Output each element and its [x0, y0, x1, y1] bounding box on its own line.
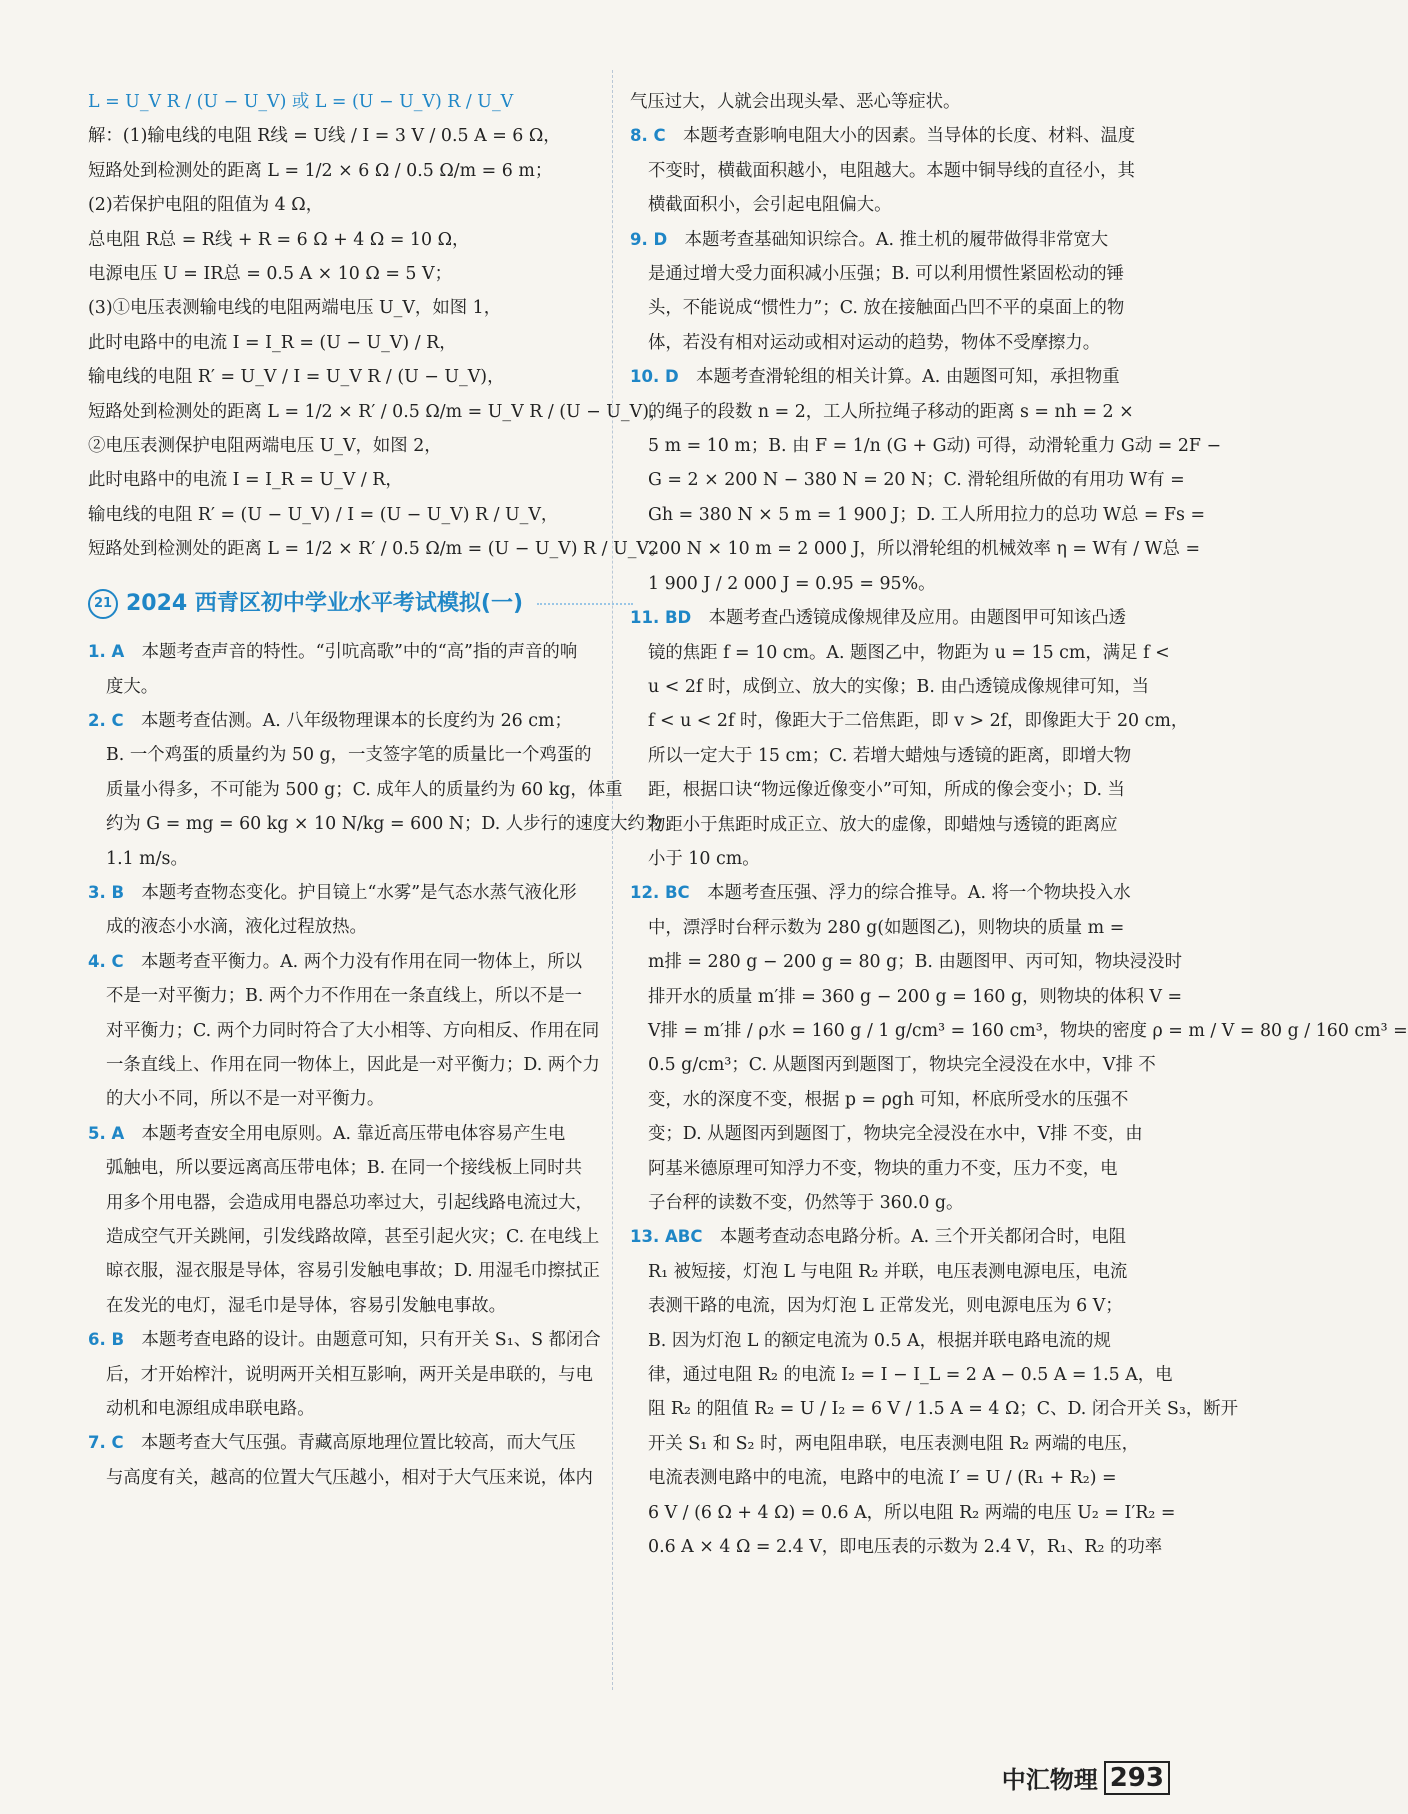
answer-text: 弧触电，所以要远离高压带电体；B. 在同一个接线板上同时共	[106, 1158, 582, 1179]
answer-text: 1 900 J / 2 000 J = 0.95 = 95%。	[648, 573, 936, 594]
answer-text: 小于 10 cm。	[648, 848, 760, 869]
answer-text: G = 2 × 200 N − 380 N = 20 N；C. 滑轮组所做的有用功 W有 =	[648, 470, 1185, 491]
answer-text: 不变时，横截面积越小，电阻越大。本题中铜导线的直径小，其	[648, 160, 1135, 181]
answer-text: 电流表测电路中的电流，电路中的电流 I′ = U / (R₁ + R₂) =	[648, 1468, 1117, 1489]
answer-number: 13. ABC	[630, 1227, 703, 1247]
answer-number: 8. C	[630, 126, 666, 146]
answer-text: f < u < 2f 时，像距大于二倍焦距，即 v > 2f，即像距大于 20 cm，	[648, 711, 1189, 732]
answer-text: 镜的焦距 f = 10 cm。A. 题图乙中，物距为 u = 15 cm，满足 f <	[648, 642, 1170, 663]
answer-item	[630, 119, 1175, 222]
answer-text: 本题考查电路的设计。由题意可知，只有开关 S₁、S 都闭合	[141, 1330, 601, 1351]
answer-text: 变；D. 从题图丙到题图丁，物块完全浸没在水中，V排 不变，由	[648, 1124, 1143, 1145]
right-column	[630, 85, 1408, 1564]
answer-text: 本题考查声音的特性。“引吭高歌”中的“高”指的声音的响	[141, 642, 578, 663]
answer-text: 开关 S₁ 和 S₂ 时，两电阻串联，电压表测电阻 R₂ 两端的电压，	[648, 1433, 1139, 1454]
answer-text: 本题考查基础知识综合。A. 推土机的履带做得非常宽大	[684, 229, 1109, 250]
answer-number: 11. BD	[630, 608, 692, 628]
answer-text: 动机和电源组成串联电路。	[106, 1399, 315, 1420]
answer-text: 成的液态小水滴，液化过程放热。	[106, 917, 367, 938]
answer-text: 本题考查滑轮组的相关计算。A. 由题图可知，承担物重	[696, 367, 1120, 388]
answer-item	[630, 1220, 1239, 1564]
answer-text: 律，通过电阻 R₂ 的电流 I₂ = I − I_L = 2 A − 0.5 A = 1.5 A，电	[648, 1365, 1173, 1386]
answer-text: 中，漂浮时台秤示数为 280 g(如题图乙)，则物块的质量 m =	[648, 917, 1125, 938]
answer-text: 距，根据口诀“物远像近像变小”可知，所成的像会变小；D. 当	[648, 780, 1125, 801]
solution-line: 短路处到检测处的距离 L = 1/2 × R′ / 0.5 Ω/m = U_V R / (U − U_V)，	[88, 401, 667, 422]
answer-item	[88, 1426, 633, 1495]
answer-text: R₁ 被短接，灯泡 L 与电阻 R₂ 并联，电压表测电源电压，电流	[648, 1261, 1128, 1282]
solution-line: 短路处到检测处的距离 L = 1/2 × 6 Ω / 0.5 Ω/m = 6 m；	[88, 160, 553, 181]
answer-text: 阿基米德原理可知浮力不变，物块的重力不变，压力不变，电	[648, 1158, 1118, 1179]
answer-text: Gh = 380 N × 5 m = 1 900 J；D. 工人所用拉力的总功 W总 = Fs =	[648, 504, 1206, 525]
answer-text: 晾衣服，湿衣服是导体，容易引发触电事故；D. 用湿毛巾擦拭正	[106, 1261, 600, 1282]
answer-text: 体，若没有相对运动或相对运动的趋势，物体不受摩擦力。	[648, 332, 1101, 353]
solution-line: 输电线的电阻 R′ = (U − U_V) / I = (U − U_V) R / U_V，	[88, 504, 559, 525]
answer-text: 本题考查影响电阻大小的因素。当导体的长度、材料、温度	[683, 126, 1136, 147]
answer-item	[88, 1323, 633, 1426]
answer-text: 的绳子的段数 n = 2，工人所拉绳子移动的距离 s = nh = 2 ×	[648, 401, 1134, 422]
answer-text: 用多个用电器，会造成用电器总功率过大，引起线路电流过大，	[106, 1192, 593, 1213]
solution-line: 短路处到检测处的距离 L = 1/2 × R′ / 0.5 Ω/m = (U − U_V) R / U_V。	[88, 539, 667, 560]
answer-item	[88, 945, 633, 1117]
answer-number: 2. C	[88, 710, 124, 730]
answer-text: 子台秤的读数不变，仍然等于 360.0 g。	[648, 1193, 964, 1213]
footer-label: 中汇物理	[1001, 1766, 1098, 1794]
solution-line: (3)①电压表测输电线的电阻两端电压 U_V，如图 1，	[88, 298, 502, 319]
section-number-badge: 21	[88, 589, 118, 619]
answer-text: 本题考查压强、浮力的综合推导。A. 将一个物块投入水	[707, 883, 1131, 904]
answer-text: 0.6 A × 4 Ω = 2.4 V，即电压表的示数为 2.4 V，R₁、R₂ 的功率	[648, 1537, 1163, 1558]
answer-text: 的大小不同，所以不是一对平衡力。	[106, 1089, 385, 1110]
solution-line: ②电压表测保护电阻两端电压 U_V，如图 2，	[88, 436, 442, 457]
answer-item	[88, 876, 633, 945]
answer-number: 6. B	[88, 1330, 125, 1350]
answer-text: B. 一个鸡蛋的质量约为 50 g，一支签字笔的质量比一个鸡蛋的	[106, 745, 592, 766]
answer-text: 本题考查凸透镜成像规律及应用。由题图甲可知该凸透	[708, 608, 1127, 629]
answer-text: 阻 R₂ 的阻值 R₂ = U / I₂ = 6 V / 1.5 A = 4 Ω；C、D. 闭合开关 S₃，断开	[648, 1399, 1239, 1420]
page-number: 293	[1104, 1761, 1170, 1795]
answer-text: 度大。	[106, 676, 159, 697]
solution-line: 电源电压 U = IR总 = 0.5 A × 10 Ω = 5 V；	[88, 264, 452, 285]
answer-text: 200 N × 10 m = 2 000 J，所以滑轮组的机械效率 η = W有 / W总 =	[648, 539, 1201, 560]
answer-text: 头，不能说成“惯性力”；C. 放在接触面凸凹不平的桌面上的物	[648, 298, 1125, 319]
answer-text: 表测干路的电流，因为灯泡 L 正常发光，则电源电压为 6 V；	[648, 1296, 1123, 1317]
answer-text: m排 = 280 g − 200 g = 80 g；B. 由题图甲、丙可知，物块浸没时	[648, 952, 1182, 973]
answer-text: B. 因为灯泡 L 的额定电流为 0.5 A，根据并联电路电流的规	[648, 1330, 1111, 1351]
answer-text: V排 = m′排 / ρ水 = 160 g / 1 g/cm³ = 160 cm³，物块的密度 ρ = m / V = 80 g / 160 cm³ =	[648, 1020, 1408, 1041]
answer-text: 对平衡力；C. 两个力同时符合了大小相等、方向相反、作用在同	[106, 1020, 600, 1041]
answer-text: 后，才开始榨汁，说明两开关相互影响，两开关是串联的，与电	[106, 1364, 593, 1385]
answer-number: 1. A	[88, 642, 125, 662]
answer-list-right	[630, 85, 1408, 1564]
formula-top: L = U_V R / (U − U_V) 或 L = (U − U_V) R / U_V	[88, 92, 514, 112]
answer-text: 0.5 g/cm³；C. 从题图丙到题图丁，物块完全浸没在水中，V排 不	[648, 1055, 1156, 1076]
solution-line: (2)若保护电阻的阻值为 4 Ω，	[88, 195, 324, 216]
answer-text: 是通过增大受力面积减小压强；B. 可以利用惯性紧固松动的锤	[648, 264, 1124, 285]
answer-item	[630, 223, 1175, 361]
answer-text: 与高度有关，越高的位置大气压越小，相对于大气压来说，体内	[106, 1467, 593, 1488]
solution-line: 总电阻 R总 = R线 + R = 6 Ω + 4 Ω = 10 Ω，	[88, 229, 470, 250]
answer-text: 6 V / (6 Ω + 4 Ω) = 0.6 A，所以电阻 R₂ 两端的电压 U₂ = I′R₂ =	[648, 1502, 1176, 1523]
answer-text: 一条直线上、作用在同一物体上，因此是一对平衡力；D. 两个力	[106, 1054, 600, 1075]
answer-text: 本题考查动态电路分析。A. 三个开关都闭合时，电阻	[719, 1227, 1127, 1248]
answer-text: 造成空气开关跳闸，引发线路故障，甚至引起火灾；C. 在电线上	[106, 1227, 600, 1247]
answer-text: 本题考查估测。A. 八年级物理课本的长度约为 26 cm；	[141, 710, 572, 731]
answer-text: 本题考查大气压强。青藏高原地理位置比较高，而大气压	[141, 1433, 576, 1454]
page-footer	[1002, 1760, 1170, 1795]
section-header	[88, 587, 633, 621]
solution-line: 此时电路中的电流 I = I_R = U_V / R，	[88, 470, 403, 491]
section-title: 2024 西青区初中学业水平考试模拟(一)	[126, 590, 524, 616]
answer-number: 4. C	[88, 951, 124, 971]
section-rule	[537, 603, 633, 605]
answer-item	[630, 360, 1222, 601]
answer-text: 横截面积小，会引起电阻偏大。	[648, 195, 892, 216]
answer-text: 约为 G = mg = 60 kg × 10 N/kg = 600 N；D. 人步行的速度大约为	[106, 814, 663, 835]
answer-item	[630, 876, 1408, 1220]
answer-item	[630, 85, 1175, 119]
answer-text: 本题考查物态变化。护目镜上“水雾”是气态水蒸气液化形	[141, 882, 577, 903]
answer-text: 1.1 m/s。	[106, 848, 188, 869]
answer-text: 在发光的电灯，湿毛巾是导体，容易引发触电事故。	[106, 1295, 506, 1316]
answer-text: 质量小得多，不可能为 500 g；C. 成年人的质量约为 60 kg，体重	[106, 779, 623, 800]
answer-number: 9. D	[630, 229, 668, 249]
solution-line: 输电线的电阻 R′ = U_V / I = U_V R / (U − U_V)，	[88, 367, 505, 388]
answer-number: 3. B	[88, 882, 125, 902]
answer-text: 气压过大，人就会出现头晕、恶心等症状。	[630, 92, 961, 112]
solution-line: 解：(1)输电线的电阻 R线 = U线 / I = 3 V / 0.5 A = 6 Ω，	[88, 126, 561, 147]
answer-number: 10. D	[630, 367, 679, 387]
answer-text: 变，水的深度不变，根据 p = ρgh 可知，杯底所受水的压强不	[648, 1089, 1129, 1110]
answer-text: 排开水的质量 m′排 = 360 g − 200 g = 160 g，则物块的体积 V =	[648, 986, 1183, 1007]
answer-text: 所以一定大于 15 cm；C. 若增大蜡烛与透镜的距离，即增大物	[648, 745, 1132, 766]
answer-text: 5 m = 10 m；B. 由 F = 1/n (G + G动) 可得，动滑轮重力 G动 = 2F −	[648, 436, 1222, 457]
answer-text: 不是一对平衡力；B. 两个力不作用在一条直线上，所以不是一	[106, 986, 582, 1007]
answer-item	[88, 704, 663, 876]
answer-text: 物距小于焦距时成正立、放大的虚像，即蜡烛与透镜的距离应	[648, 814, 1118, 835]
solution-line: 此时电路中的电流 I = I_R = (U − U_V) / R，	[88, 332, 457, 353]
answer-number: 12. BC	[630, 883, 690, 903]
answer-text: 本题考查安全用电原则。A. 靠近高压带电体容易产生电	[141, 1123, 566, 1144]
answer-item	[88, 635, 633, 704]
answer-text: u < 2f 时，成倒立、放大的实像；B. 由凸透镜成像规律可知，当	[648, 676, 1150, 697]
answer-number: 7. C	[88, 1433, 124, 1453]
answer-text: 本题考查平衡力。A. 两个力没有作用在同一物体上，所以	[141, 951, 582, 972]
answer-item	[630, 601, 1189, 876]
answer-item	[88, 1117, 633, 1323]
answer-number: 5. A	[88, 1123, 125, 1143]
